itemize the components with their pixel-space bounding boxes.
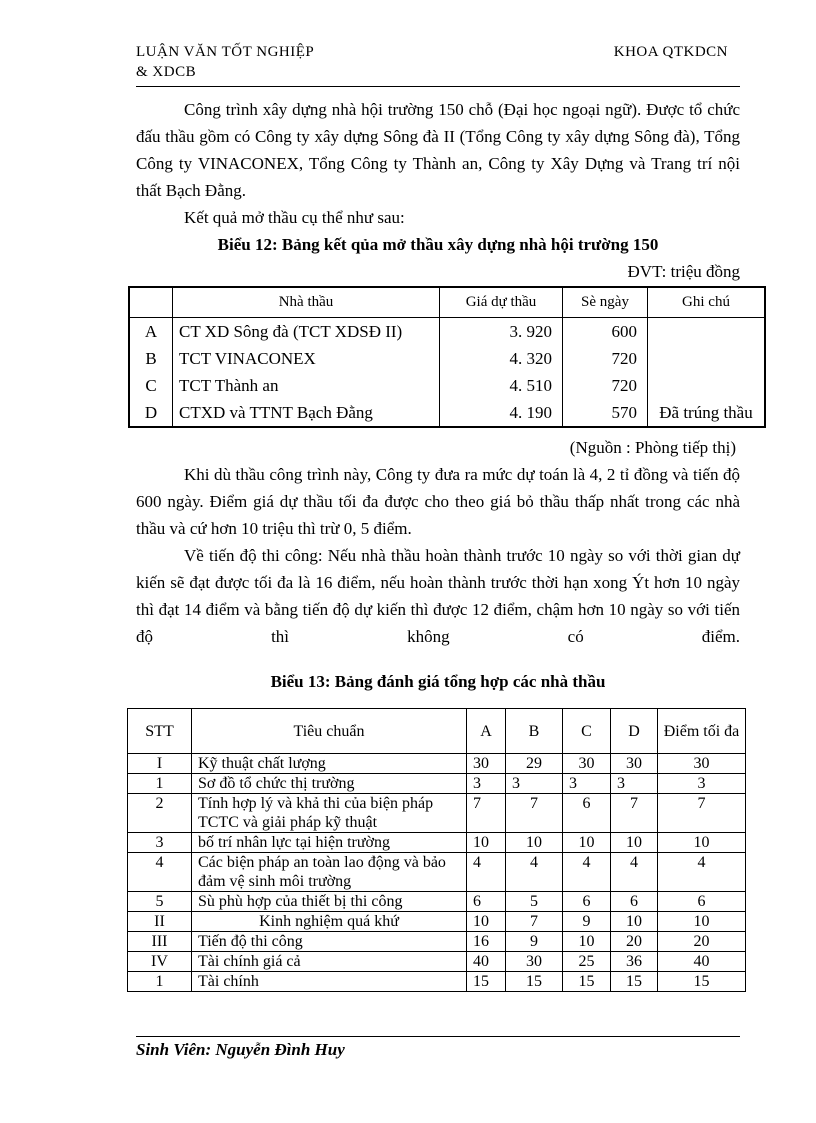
table-cell: 6 [611,892,658,912]
table-cell: B [129,345,173,372]
table-cell: II [128,912,192,932]
table-cell: 36 [611,952,658,972]
table-cell: Các biện pháp an toàn lao động và bảo đảm vệ sinh môi trường [192,853,467,892]
table-cell: 4 [128,853,192,892]
table-cell: Kỹ thuật chất lượng [192,754,467,774]
table-row [129,372,765,399]
table-cell: 40 [658,952,746,972]
table-cell: 720 [563,345,648,372]
table-cell: TCT Thành an [173,372,440,399]
table-cell: Đã trúng thầu [648,399,766,427]
table-cell: 7 [658,794,746,833]
table-cell: 10 [563,932,611,952]
column-header: Tiêu chuẩn [192,709,467,754]
table-cell: 29 [506,754,563,774]
column-header: Nhà thầu [173,287,440,318]
table-cell: 15 [611,972,658,992]
table-cell: 20 [611,932,658,952]
table-cell: 16 [467,932,506,952]
table-cell: 4. 510 [440,372,563,399]
footer-divider [136,1036,740,1037]
footer-student-name: Sinh Viên: Nguyễn Đình Huy [136,1040,345,1059]
table-row [128,932,746,952]
table-row [128,853,746,892]
table-cell: TCT VINACONEX [173,345,440,372]
table-cell: 15 [658,972,746,992]
column-header: Sè ngày [563,287,648,318]
table-cell: 3 [128,833,192,853]
column-header: Điểm tối đa [658,709,746,754]
column-header: B [506,709,563,754]
table-cell: 40 [467,952,506,972]
table-cell: 15 [467,972,506,992]
table-cell: 6 [563,892,611,912]
table-cell: 4. 320 [440,345,563,372]
table-cell: 6 [658,892,746,912]
table-cell: 4. 190 [440,399,563,427]
table-cell: 3 [611,774,658,794]
table12-source: (Nguồn : Phòng tiếp thị) [569,438,736,457]
table-cell: IV [128,952,192,972]
table-cell: 4 [611,853,658,892]
table-cell: Kinh nghiệm quá khứ [192,912,467,932]
header-thesis-title: LUẬN VĂN TỐT NGHIỆP [136,44,315,60]
header-faculty: KHOA QTKDCN [613,44,728,60]
table-cell: 3. 920 [440,318,563,346]
paragraph-intro: Công trình xây dựng nhà hội trường 150 chỗ (Đại học ngoại ngữ). Được tổ chức đấu thầu gồm có Công ty xây dựng Sông đà II (Tổng Công ty xây dựng Sông đà), Tổng Công ty VINACONEX, Tổng Công ty Thành an, Công ty Xây Dựng và Trang trí nội thất Bạch Đằng. [136,100,740,200]
table-cell: 1 [128,972,192,992]
table-cell [648,372,766,399]
paragraph-results-intro: Kết quả mở thầu cụ thể như sau: [184,208,405,227]
table-cell: 3 [563,774,611,794]
column-header: A [467,709,506,754]
document-body [136,96,740,285]
table-cell: 9 [563,912,611,932]
column-header: Ghi chú [648,287,766,318]
table-cell: C [129,372,173,399]
table-cell: 15 [506,972,563,992]
evaluation-table [127,708,746,992]
table-cell: Tiến độ thi công [192,932,467,952]
paragraph-bid-estimate: Khi dù thầu công trình này, Công ty đưa ra mức dự toán là 4, 2 tỉ đồng và tiến độ 600 ngày. Điểm giá dự thầu tối đa được cho theo giá bỏ thầu thấp nhất trong các nhà thầu và cứ hơn 10 triệu thì trừ 0, 5 điểm. [136,465,740,538]
document-body-continued [136,434,740,677]
table-cell: 7 [506,912,563,932]
table-cell: 10 [506,833,563,853]
table-cell: 5 [128,892,192,912]
table-cell: A [129,318,173,346]
table-cell: Tài chính giá cả [192,952,467,972]
table-row [128,774,746,794]
column-header: D [611,709,658,754]
table-cell: Tính hợp lý và khả thi của biện pháp TCTC và giải pháp kỹ thuật [192,794,467,833]
table-cell: 15 [563,972,611,992]
table-cell: 10 [658,912,746,932]
table-cell: 3 [658,774,746,794]
table-row [128,794,746,833]
paragraph-schedule: Về tiến độ thi công: Nếu nhà thầu hoàn thành trước 10 ngày so với thời gian dự kiến sẽ đạt được tối đa là 16 điểm, nếu hoàn thành trước thời hạn xong Ýt hơn 10 ngày thì đạt 14 điểm và bằng tiến độ dự kiến thì được 12 điểm, chậm hơn 10 ngày so với tiến độ thì không có điểm. [136,546,740,646]
table-row [128,833,746,853]
bid-results-table [128,286,766,428]
table-cell: D [129,399,173,427]
table-cell: CT XD Sông đà (TCT XDSĐ II) [173,318,440,346]
table-row [128,952,746,972]
table-cell [648,318,766,346]
table-cell: 30 [467,754,506,774]
table-row [128,892,746,912]
header-thesis-subtitle: & XDCB [136,64,197,80]
column-header: STT [128,709,192,754]
table-row [128,972,746,992]
table-cell: 10 [658,833,746,853]
table-cell: 720 [563,372,648,399]
table12-caption: Biểu 12: Bảng kết qủa mở thầu xây dựng nhà hội trường 150 [217,235,659,254]
table-cell: 570 [563,399,648,427]
table-cell: 30 [611,754,658,774]
table-cell: 9 [506,932,563,952]
table12-unit: ĐVT: triệu đồng [627,262,740,281]
table-cell: 30 [506,952,563,972]
table-cell: 6 [467,892,506,912]
table-row [129,399,765,427]
column-header: C [563,709,611,754]
table-header-row [129,287,765,318]
table-header-row [128,709,746,754]
table-cell: 600 [563,318,648,346]
table-cell: 3 [506,774,563,794]
table-cell: 10 [467,833,506,853]
header-divider [136,86,740,87]
table13-caption: Biểu 13: Bảng đánh giá tổng hợp các nhà thầu [270,672,606,691]
table-cell: 1 [128,774,192,794]
table-cell: 10 [467,912,506,932]
table-cell: bố trí nhân lực tại hiện trường [192,833,467,853]
table-cell: 7 [467,794,506,833]
table-cell: 7 [611,794,658,833]
table-row [128,754,746,774]
table-cell: 10 [611,912,658,932]
table-cell: 20 [658,932,746,952]
column-header: Giá dự thầu [440,287,563,318]
table-row [129,318,765,346]
table-cell: Sù phù hợp của thiết bị thi công [192,892,467,912]
table-cell: 5 [506,892,563,912]
table-cell: 10 [611,833,658,853]
column-header [129,287,173,318]
table-cell: 3 [467,774,506,794]
table-cell: 4 [467,853,506,892]
table-cell: 6 [563,794,611,833]
table-cell: 7 [506,794,563,833]
table-cell: 4 [658,853,746,892]
table-cell: 2 [128,794,192,833]
table-cell: 4 [563,853,611,892]
table-row [129,345,765,372]
table-cell: I [128,754,192,774]
table-cell: Tài chính [192,972,467,992]
table-cell: 4 [506,853,563,892]
table-cell: 25 [563,952,611,972]
table-cell: 30 [658,754,746,774]
table-cell: 10 [563,833,611,853]
table-cell [648,345,766,372]
table-cell: 30 [563,754,611,774]
table-cell: CTXD và TTNT Bạch Đằng [173,399,440,427]
table-cell: III [128,932,192,952]
table-row [128,912,746,932]
table-cell: Sơ đồ tổ chức thị trường [192,774,467,794]
